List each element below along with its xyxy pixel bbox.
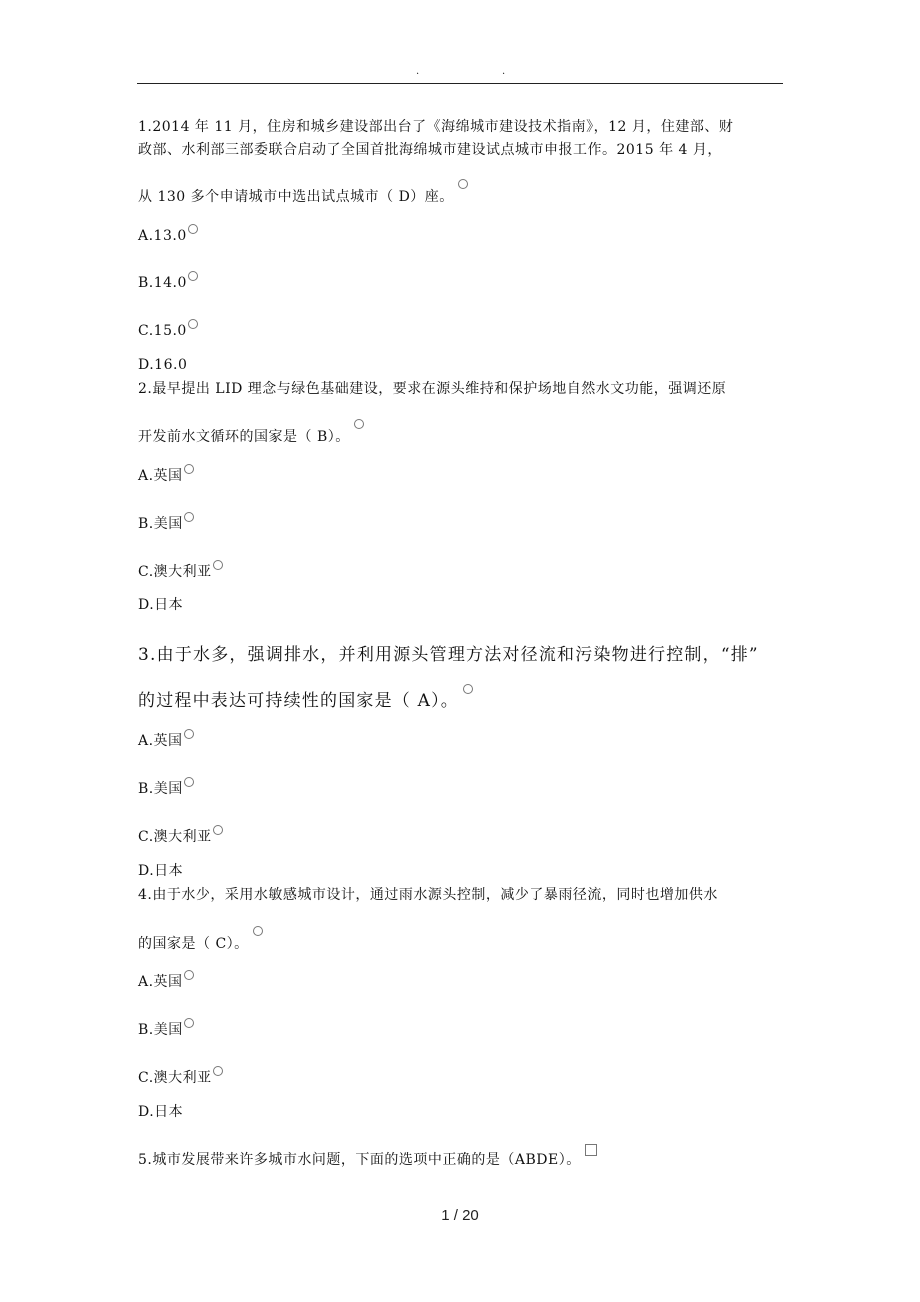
header-dot: .: [416, 66, 420, 77]
header-rule: [137, 83, 783, 84]
radio-button[interactable]: [253, 926, 263, 936]
page-number: 1 / 20: [441, 1207, 479, 1224]
radio-button[interactable]: [184, 729, 194, 739]
option-d[interactable]: D.16.0: [138, 357, 188, 373]
option-d[interactable]: D.日本: [138, 863, 184, 879]
checkbox[interactable]: [585, 1144, 597, 1156]
option-a[interactable]: A.13.0: [138, 224, 198, 245]
question-text-line: 3.由于水多，强调排水，并利用源头管理方法对径流和污染物进行控制，“排”: [138, 645, 759, 665]
radio-button[interactable]: [184, 777, 194, 787]
option-a[interactable]: A.英国: [138, 464, 194, 485]
radio-button[interactable]: [354, 419, 364, 429]
radio-button[interactable]: [463, 684, 473, 694]
option-c[interactable]: C.15.0: [138, 319, 198, 340]
radio-button[interactable]: [213, 560, 223, 570]
option-d[interactable]: D.日本: [138, 1104, 184, 1120]
option-d[interactable]: D.日本: [138, 597, 184, 613]
radio-button[interactable]: [184, 464, 194, 474]
option-b[interactable]: B.美国: [138, 777, 194, 798]
option-b[interactable]: B.14.0: [138, 271, 198, 292]
question-text-line: 的过程中表达可持续性的国家是（ A）。: [138, 684, 473, 712]
radio-button[interactable]: [213, 1066, 223, 1076]
radio-button[interactable]: [188, 224, 198, 234]
question-text-line: 的国家是（ C）。: [138, 926, 263, 953]
option-b[interactable]: B.美国: [138, 512, 194, 533]
option-c[interactable]: C.澳大利亚: [138, 825, 223, 846]
radio-button[interactable]: [188, 319, 198, 329]
question-text-line: 4.由于水少，采用水敏感城市设计，通过雨水源头控制，减少了暴雨径流，同时也增加供水: [138, 887, 718, 903]
question-text-line: 5.城市发展带来许多城市水问题，下面的选项中正确的是（ABDE）。: [138, 1144, 597, 1169]
radio-button[interactable]: [458, 179, 468, 189]
question-text-line: 从 130 多个申请城市中选出试点城市（ D）座。: [138, 179, 468, 206]
option-b[interactable]: B.美国: [138, 1018, 194, 1039]
question-text-line: 开发前水文循环的国家是（ B）。: [138, 419, 364, 446]
radio-button[interactable]: [184, 512, 194, 522]
option-a[interactable]: A.英国: [138, 970, 194, 991]
question-text-line: 1.2014 年 11 月，住房和城乡建设部出台了《海绵城市建设技术指南》，12 月，住建部、财: [138, 119, 734, 135]
option-c[interactable]: C.澳大利亚: [138, 1066, 223, 1087]
header-dot: .: [502, 66, 506, 77]
option-a[interactable]: A.英国: [138, 729, 194, 750]
radio-button[interactable]: [213, 825, 223, 835]
radio-button[interactable]: [184, 970, 194, 980]
question-text-line: 政部、水利部三部委联合启动了全国首批海绵城市建设试点城市申报工作。2015 年 4 月，: [138, 142, 722, 158]
radio-button[interactable]: [188, 271, 198, 281]
option-c[interactable]: C.澳大利亚: [138, 560, 223, 581]
radio-button[interactable]: [184, 1018, 194, 1028]
question-text-line: 2.最早提出 LID 理念与绿色基础建设，要求在源头维持和保护场地自然水文功能，强调还原: [138, 381, 727, 397]
